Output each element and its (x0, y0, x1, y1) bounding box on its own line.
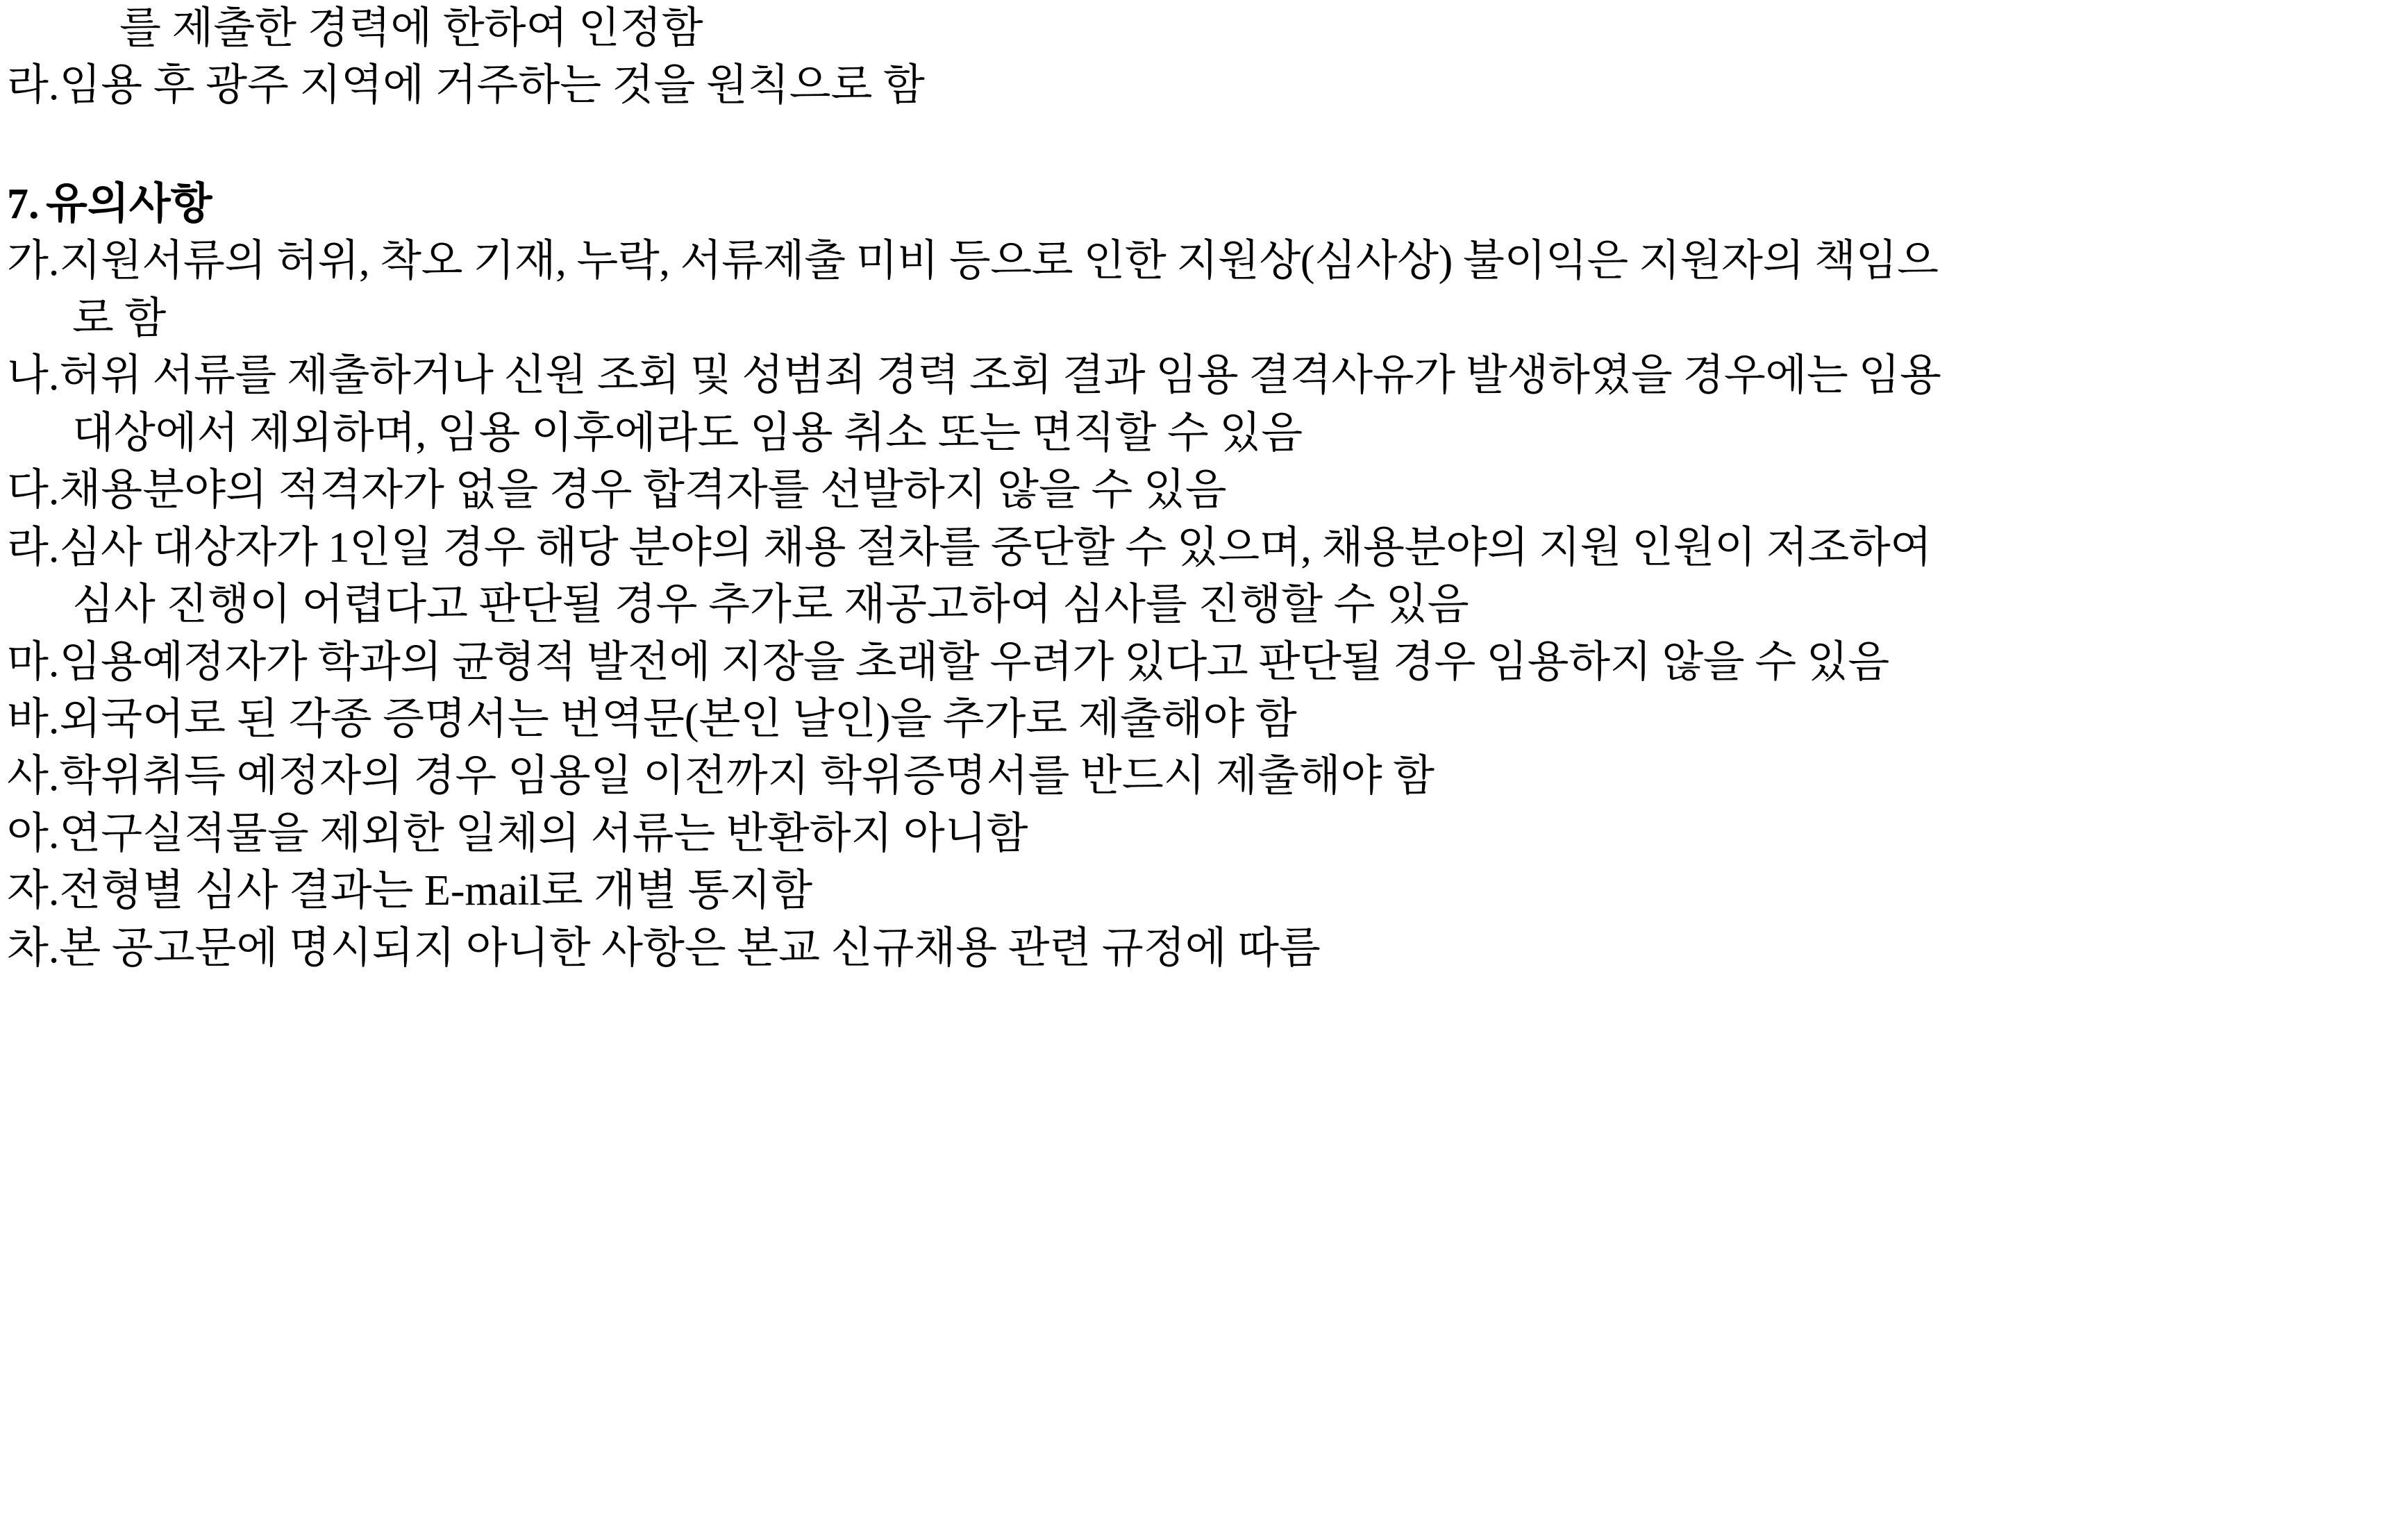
section-spacer (7, 115, 2325, 176)
list-item (7, 233, 2325, 290)
list-item-text: 연구실적물을 제외한 일체의 서류는 반환하지 아니함 (59, 810, 1028, 857)
list-item-marker: 나. (7, 352, 60, 400)
list-item-text: 본 공고문에 명시되지 아니한 사항은 본교 신규채용 관련 규정에 따름 (59, 924, 1321, 972)
section-heading (7, 176, 2325, 233)
list-item (7, 691, 2325, 748)
list-item-continuation (7, 405, 2325, 462)
list-item-marker: 다. (7, 467, 60, 514)
list-item-text: 허위 서류를 제출하거나 신원 조회 및 성범죄 경력 조회 결과 임용 결격사유가 발생하였을 경우에는 임용 (59, 352, 1941, 400)
list-item-continuation-text: 심사 진행이 어렵다고 판단될 경우 추가로 재공고하여 심사를 진행할 수 있음 (72, 581, 1469, 629)
list-item-continuation (7, 290, 2325, 347)
list-item-marker: 가. (7, 237, 60, 285)
list-item-marker: 마. (7, 638, 60, 686)
list-item (7, 748, 2325, 805)
list-item-text: 임용 후 광주 지역에 거주하는 것을 원칙으로 함 (59, 62, 925, 110)
list-item-marker: 바. (7, 695, 60, 743)
list-item-text: 전형별 심사 결과는 E-mail로 개별 통지함 (59, 867, 813, 915)
list-item-continuation-text: 로 함 (72, 294, 167, 342)
list-item (7, 805, 2325, 862)
list-item-text: 임용예정자가 학과의 균형적 발전에 지장을 초래할 우려가 있다고 판단될 경우 임용하지 않을 수 있음 (59, 638, 1889, 686)
list-item (7, 519, 2325, 576)
list-item-marker: 자. (7, 867, 60, 915)
list-item-text: 외국어로 된 각종 증명서는 번역문(본인 날인)을 추가로 제출해야 함 (59, 695, 1297, 743)
list-item (7, 634, 2325, 691)
list-item (7, 920, 2325, 977)
continued-paragraph-fragment (7, 0, 2325, 57)
list-item-marker: 아. (7, 810, 60, 857)
list-item-marker: 라. (7, 62, 60, 110)
section-title: 유의사항 (46, 180, 212, 228)
list-item (7, 57, 2325, 114)
list-item-text: 채용분야의 적격자가 없을 경우 합격자를 선발하지 않을 수 있음 (59, 467, 1227, 514)
list-item-marker: 라. (7, 523, 60, 571)
list-item (7, 862, 2325, 919)
continued-paragraph-text: 를 제출한 경력에 한하여 인정함 (119, 5, 703, 52)
list-item-text: 학위취득 예정자의 경우 임용일 이전까지 학위증명서를 반드시 제출해야 함 (59, 753, 1435, 801)
list-item (7, 462, 2325, 519)
list-item-continuation (7, 576, 2325, 633)
list-item-text: 지원서류의 허위, 착오 기재, 누락, 서류제출 미비 등으로 인한 지원상(심사상) 불이익은 지원자의 책임으 (59, 237, 1939, 285)
list-item-marker: 차. (7, 924, 60, 972)
list-item (7, 347, 2325, 404)
list-item-text: 심사 대상자가 1인일 경우 해당 분야의 채용 절차를 중단할 수 있으며, 채용분야의 지원 인원이 저조하여 (59, 523, 1932, 571)
section-number: 7. (7, 180, 40, 228)
list-item-continuation-text: 대상에서 제외하며, 임용 이후에라도 임용 취소 또는 면직할 수 있음 (72, 409, 1303, 457)
list-item-marker: 사. (7, 753, 60, 801)
